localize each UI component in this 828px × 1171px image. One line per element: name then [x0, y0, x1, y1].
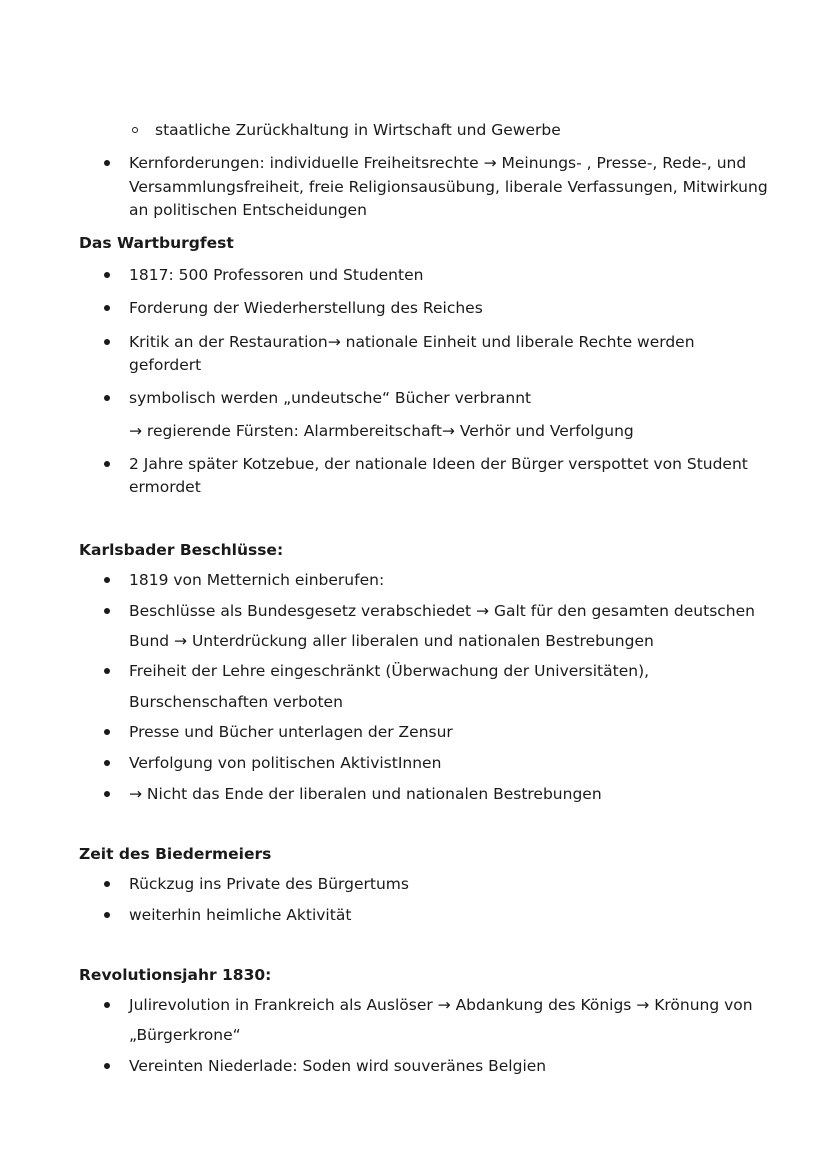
bullet-marker: [104, 881, 110, 887]
biedermeier-bullet-2: weiterhin heimliche Aktivität: [129, 906, 352, 924]
bullet-marker: [104, 339, 110, 345]
sub-bullet-marker: [132, 127, 138, 133]
wartburg-bullet-5-line-2: ermordet: [129, 478, 201, 496]
karlsbad-bullet-2-line-1: Beschlüsse als Bundesgesetz verabschiedet → Galt für den gesamten deutschen: [129, 602, 755, 620]
sub-bullet-text: staatliche Zurückhaltung in Wirtschaft und Gewerbe: [155, 121, 561, 139]
heading-karlsbader-beschluesse: Karlsbader Beschlüsse:: [79, 541, 284, 559]
bullet-marker: [104, 305, 110, 311]
revolution-bullet-1-line-2: „Bürgerkrone“: [129, 1026, 241, 1044]
karlsbad-bullet-4: Presse und Bücher unterlagen der Zensur: [129, 723, 453, 741]
wartburg-bullet-5-line-1: 2 Jahre später Kotzebue, der nationale Ideen der Bürger verspottet von Student: [129, 455, 748, 473]
karlsbad-bullet-1: 1819 von Metternich einberufen:: [129, 571, 385, 589]
heading-revolutionsjahr-1830: Revolutionsjahr 1830:: [79, 966, 272, 984]
bullet-marker: [104, 461, 110, 467]
bullet-marker: [104, 760, 110, 766]
wartburg-bullet-1: 1817: 500 Professoren und Studenten: [129, 266, 424, 284]
heading-wartburgfest: Das Wartburgfest: [79, 234, 234, 252]
revolution-bullet-1-line-1: Julirevolution in Frankreich als Auslöser → Abdankung des Königs → Krönung von: [129, 996, 753, 1014]
heading-biedermeier: Zeit des Biedermeiers: [79, 845, 272, 863]
bullet-marker: [104, 395, 110, 401]
bullet-marker: [104, 577, 110, 583]
kernforderungen-line-1: Kernforderungen: individuelle Freiheitsrechte → Meinungs- , Presse-, Rede-, und: [129, 154, 747, 172]
wartburg-bullet-3-line-2: gefordert: [129, 356, 202, 374]
karlsbad-bullet-3-line-1: Freiheit der Lehre eingeschränkt (Überwachung der Universitäten),: [129, 662, 650, 680]
bullet-marker: [104, 608, 110, 614]
bullet-marker: [104, 1002, 110, 1008]
wartburg-bullet-3-line-1: Kritik an der Restauration→ nationale Einheit und liberale Rechte werden: [129, 333, 695, 351]
bullet-marker: [104, 1063, 110, 1069]
kernforderungen-line-3: an politischen Entscheidungen: [129, 201, 367, 219]
biedermeier-bullet-1: Rückzug ins Private des Bürgertums: [129, 875, 409, 893]
wartburg-bullet-2: Forderung der Wiederherstellung des Reiches: [129, 299, 483, 317]
bullet-marker: [104, 272, 110, 278]
karlsbad-bullet-3-line-2: Burschenschaften verboten: [129, 693, 343, 711]
karlsbad-bullet-5: Verfolgung von politischen AktivistInnen: [129, 754, 442, 772]
bullet-marker: [104, 160, 110, 166]
bullet-marker: [104, 912, 110, 918]
revolution-bullet-2: Vereinten Niederlade: Soden wird souveränes Belgien: [129, 1057, 547, 1075]
wartburg-bullet-4-continuation: → regierende Fürsten: Alarmbereitschaft→ Verhör und Verfolgung: [129, 422, 634, 440]
bullet-marker: [104, 791, 110, 797]
bullet-marker: [104, 729, 110, 735]
karlsbad-bullet-2-line-2: Bund → Unterdrückung aller liberalen und nationalen Bestrebungen: [129, 632, 654, 650]
wartburg-bullet-4: symbolisch werden „undeutsche“ Bücher verbrannt: [129, 389, 532, 407]
karlsbad-bullet-6: → Nicht das Ende der liberalen und nationalen Bestrebungen: [129, 785, 602, 803]
kernforderungen-line-2: Versammlungsfreiheit, freie Religionsausübung, liberale Verfassungen, Mitwirkung: [129, 178, 768, 196]
bullet-marker: [104, 668, 110, 674]
